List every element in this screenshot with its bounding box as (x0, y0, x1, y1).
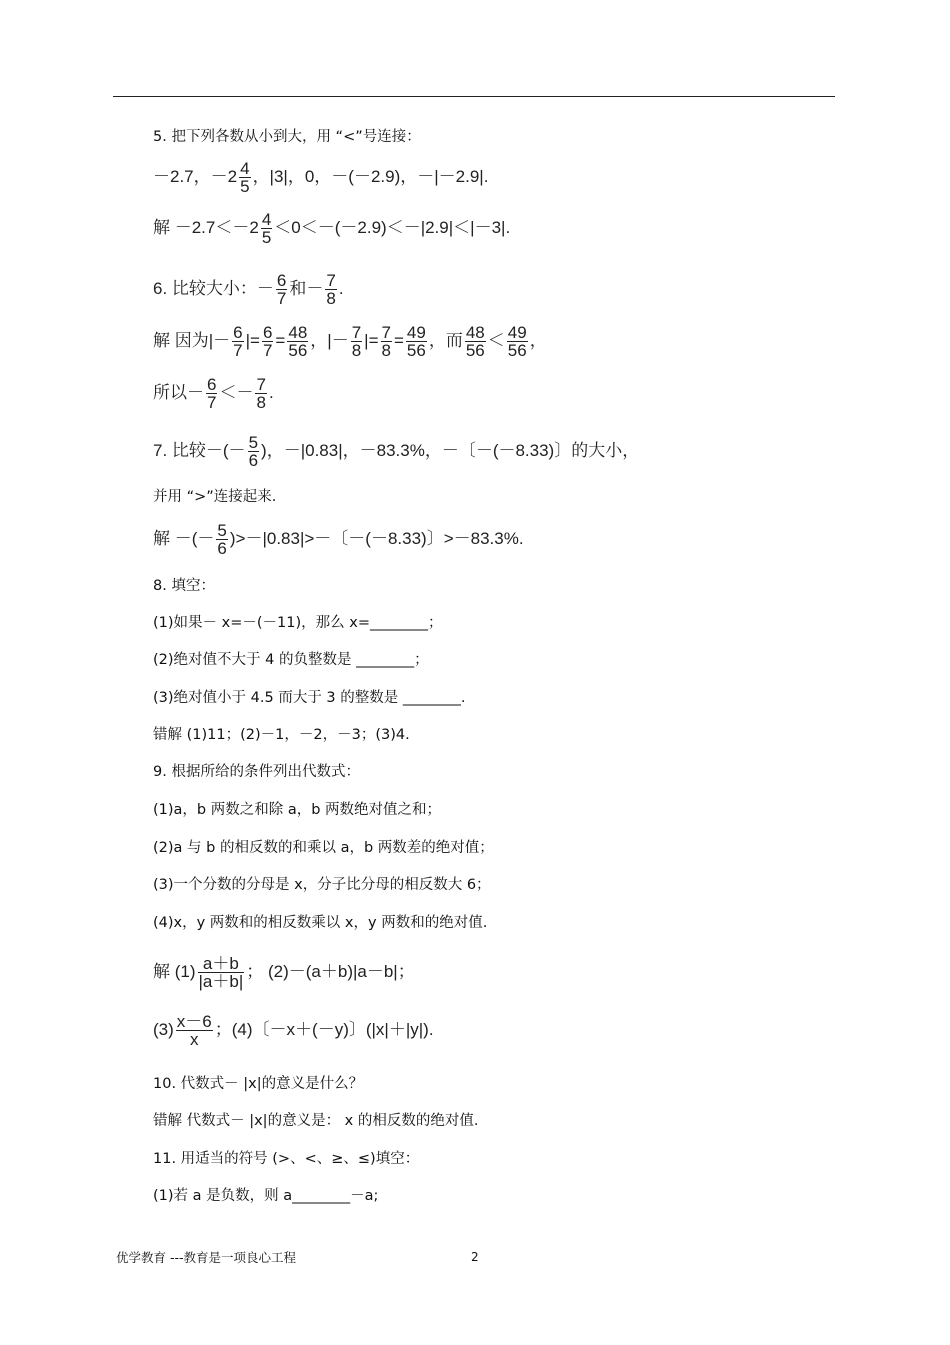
q9-solution-line1: 解 (1) $\frac{a+b}{|a+b|}$ ； (2)－(a＋b)|a－b|； (153, 954, 415, 991)
q6-solution-line2: 所以－ $\frac{6}{7}$ ＜－ $\frac{7}{8}$ . (153, 375, 274, 412)
q8-item-3: (3)绝对值小于 4.5 而大于 3 的整数是 ________. (153, 690, 466, 706)
fraction: $\frac{4}{5}$ (261, 210, 272, 247)
page-number: 2 (471, 1250, 479, 1264)
q5-solution: 解 －2.7＜－2 $\frac{4}{5}$ ＜0＜－(－2.9)＜－|2.9|＜|－3|. (153, 210, 511, 247)
q7-solution: 解 －(－ $\frac{5}{6}$ )>－|0.83|>－〔－(－8.33)〕>－83.3%. (153, 521, 524, 558)
q10-wrong-solution: 错解 代数式－ |x|的意义是： x 的相反数的绝对值. (153, 1113, 479, 1129)
q11-title: 11. 用适当的符号 (>、<、≥、≤)填空： (153, 1151, 420, 1167)
fraction: $\frac{4}{5}$ (240, 159, 250, 196)
q6-prompt: 6. 比较大小：－ $\frac{6}{7}$ 和－ $\frac{7}{8}$ . (153, 271, 344, 308)
q7-prompt: 7. 比较－(－ $\frac{5}{6}$ )，－|0.83|，－83.3%，－〔－(－8.33)〕的大小， (153, 433, 640, 470)
q8-item-2: (2)绝对值不大于 4 的负整数是 ________； (153, 652, 429, 668)
footer-text: 优学教育 ---教育是一项良心工程 (116, 1250, 297, 1265)
q7-prompt-line2: 并用 “>”连接起来. (153, 489, 277, 505)
q5-prompt: 5. 把下列各数从小到大，用 “<”号连接： (153, 129, 421, 145)
q9-item-4: (4)x，y 两数和的相反数乘以 x，y 两数和的绝对值. (153, 915, 488, 931)
q8-title: 8. 填空： (153, 578, 215, 594)
q6-solution-line1: 解 因为|－ $\frac{6}{7}$ |= $\frac{6}{7}$ = $\frac{48}{56}$ ，|－ $\frac{7}{8}$ |= $\frac{7}{8}$ = $\frac{49}{56}$ ，而 $\frac{48}{56}$ ＜ $\frac{49}{56}$ ， (153, 323, 547, 360)
q5-number-list: －2.7，－2 $\frac{4}{5}$ ，|3|，0，－(－2.9)，－|－2.9|. (153, 159, 489, 196)
header-rule (113, 96, 835, 97)
q9-item-3: (3)一个分数的分母是 x，分子比分母的相反数大 6； (153, 877, 491, 893)
q9-title: 9. 根据所给的条件列出代数式： (153, 764, 360, 780)
q8-item-1: (1)如果－ x=－(－11)，那么 x=________； (153, 615, 443, 631)
q10-title: 10. 代数式－ |x|的意义是什么？ (153, 1076, 364, 1092)
q11-item-1: (1)若 a 是负数，则 a________－a; (153, 1188, 379, 1204)
q9-item-1: (1)a，b 两数之和除 a，b 两数绝对值之和； (153, 802, 442, 818)
q8-wrong-solution: 错解 (1)11；(2)－1，－2，－3；(3)4. (153, 727, 410, 743)
q9-solution-line2: (3) $\frac{x-6}{x}$ ；(4)〔－x＋(－y)〕(|x|＋|y|). (153, 1012, 434, 1049)
q9-item-2: (2)a 与 b 的相反数的和乘以 a，b 两数差的绝对值； (153, 840, 494, 856)
